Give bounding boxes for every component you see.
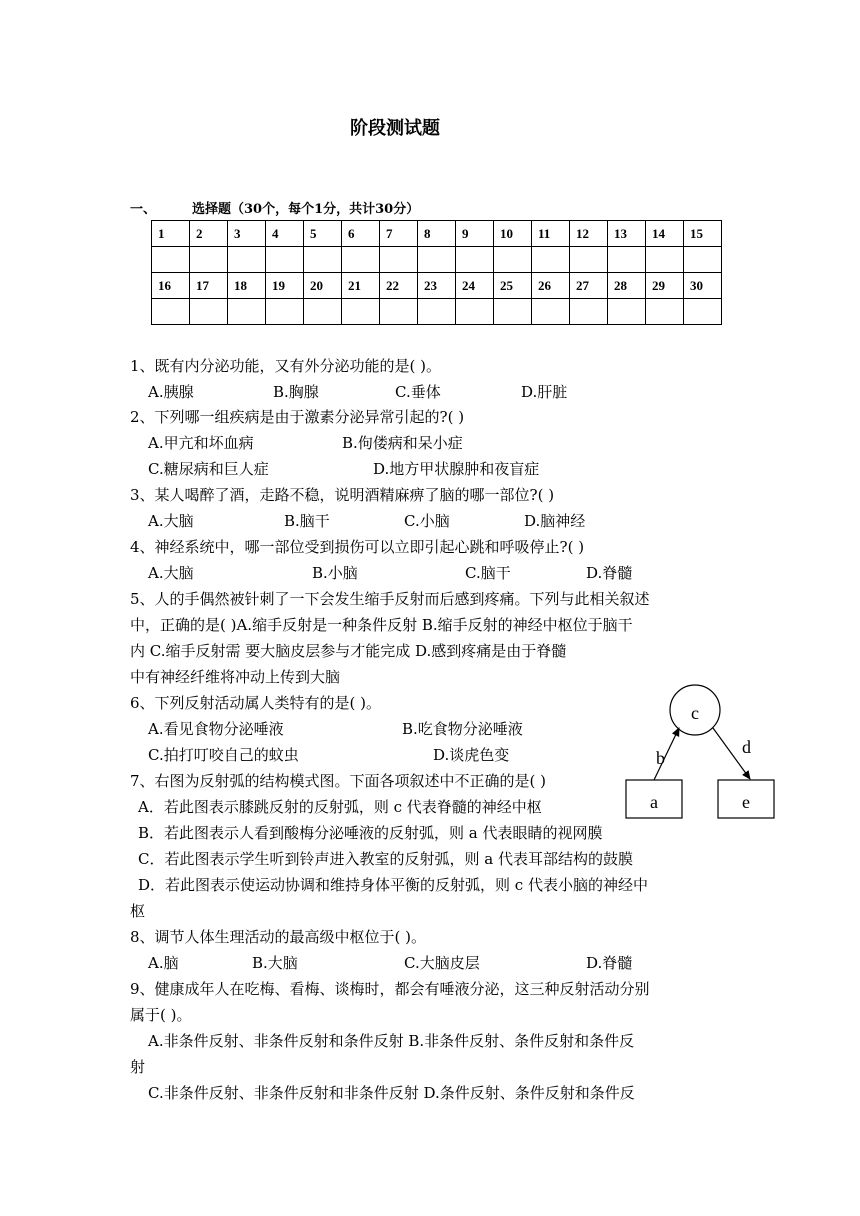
grid-number-row [152, 273, 722, 299]
q1-option-a: A.胰腺 [148, 383, 194, 401]
grid-number: 6 [342, 221, 380, 247]
answer-cell[interactable] [532, 299, 570, 325]
question-5-line-1: 5、人的手偶然被针刺了一下会发生缩手反射而后感到疼痛。下列与此相关叙述 [130, 590, 650, 608]
answer-cell[interactable] [380, 299, 418, 325]
answer-cell[interactable] [684, 299, 722, 325]
grid-number: 5 [304, 221, 342, 247]
grid-number: 12 [570, 221, 608, 247]
grid-number: 28 [608, 273, 646, 299]
grid-number: 15 [684, 221, 722, 247]
answer-cell[interactable] [608, 247, 646, 273]
q1-option-b: B.胸腺 [273, 383, 319, 401]
grid-number: 8 [418, 221, 456, 247]
grid-number: 29 [646, 273, 684, 299]
q2-option-b: B.佝偻病和呆小症 [342, 434, 463, 452]
grid-number: 1 [152, 221, 190, 247]
q6-option-d: D.谈虎色变 [433, 746, 510, 764]
answer-cell[interactable] [456, 299, 494, 325]
answer-cell[interactable] [380, 247, 418, 273]
q6-option-a: A.看见食物分泌唾液 [148, 720, 284, 738]
q7-option-d: D．若此图表示使运动协调和维持身体平衡的反射弧，则 c 代表小脑的神经中 [138, 876, 648, 894]
grid-number: 17 [190, 273, 228, 299]
grid-number: 30 [684, 273, 722, 299]
node-a-label: a [650, 792, 658, 812]
section-number: 一、 [130, 202, 157, 217]
q2-option-d: D.地方甲状腺肿和夜盲症 [373, 460, 540, 478]
answer-cell[interactable] [494, 299, 532, 325]
section-label: 选择题（30个，每个1分，共计30分） [192, 202, 420, 217]
grid-number: 25 [494, 273, 532, 299]
q1-option-d: D.肝脏 [521, 383, 568, 401]
question-2-stem: 2、下列哪一组疾病是由于激素分泌异常引起的?( ) [130, 408, 465, 426]
q9-options-ab: A.非条件反射、非条件反射和条件反射 B.非条件反射、条件反射和条件反 [148, 1032, 635, 1050]
grid-number: 21 [342, 273, 380, 299]
question-4-stem: 4、神经系统中，哪一部位受到损伤可以立即引起心跳和呼吸停止?( ) [130, 538, 585, 556]
page-title: 阶段测试题 [350, 118, 440, 139]
arrow-d-label: d [742, 737, 751, 757]
question-1-stem: 1、既有内分泌功能，又有外分泌功能的是( )。 [130, 357, 442, 375]
question-7-stem: 7、右图为反射弧的结构模式图。下面各项叙述中不正确的是( ) [130, 772, 547, 790]
grid-answer-row [152, 247, 722, 273]
q3-option-c: C.小脑 [404, 512, 450, 530]
grid-number: 27 [570, 273, 608, 299]
q7-option-a: A．若此图表示膝跳反射的反射弧，则 c 代表脊髓的神经中枢 [138, 798, 542, 816]
grid-number: 11 [532, 221, 570, 247]
answer-cell[interactable] [418, 299, 456, 325]
grid-number: 20 [304, 273, 342, 299]
question-5-line-4: 中有神经纤维将冲动上传到大脑 [130, 668, 341, 686]
grid-number: 13 [608, 221, 646, 247]
grid-number: 9 [456, 221, 494, 247]
q3-option-d: D.脑神经 [524, 512, 586, 530]
question-9-line-1: 9、健康成年人在吃梅、看梅、谈梅时，都会有唾液分泌，这三种反射活动分别 [130, 980, 650, 998]
answer-cell[interactable] [570, 247, 608, 273]
grid-number: 16 [152, 273, 190, 299]
q2-option-c: C.糖尿病和巨人症 [148, 460, 269, 478]
q4-option-a: A.大脑 [148, 564, 194, 582]
grid-number: 19 [266, 273, 304, 299]
question-5-line-2: 中，正确的是( )A.缩手反射是一种条件反射 B.缩手反射的神经中枢位于脑干 [130, 616, 633, 634]
answer-grid [151, 220, 722, 325]
q8-option-d: D.脊髓 [586, 954, 633, 972]
q8-option-a: A.脑 [148, 954, 179, 972]
q3-option-a: A.大脑 [148, 512, 194, 530]
answer-cell[interactable] [646, 299, 684, 325]
grid-number: 14 [646, 221, 684, 247]
grid-number: 3 [228, 221, 266, 247]
grid-number: 23 [418, 273, 456, 299]
answer-cell[interactable] [532, 247, 570, 273]
q9-options-cd: C.非条件反射、非条件反射和非条件反射 D.条件反射、条件反射和条件反 [148, 1084, 635, 1102]
grid-number: 7 [380, 221, 418, 247]
answer-cell[interactable] [190, 299, 228, 325]
answer-cell[interactable] [228, 247, 266, 273]
answer-cell[interactable] [342, 247, 380, 273]
answer-cell[interactable] [494, 247, 532, 273]
q2-option-a: A.甲亢和坏血病 [148, 434, 254, 452]
grid-number: 26 [532, 273, 570, 299]
q8-option-b: B.大脑 [252, 954, 298, 972]
answer-cell[interactable] [304, 299, 342, 325]
answer-cell[interactable] [646, 247, 684, 273]
node-c-label: c [691, 703, 699, 723]
reflex-arc-diagram [620, 684, 790, 824]
answer-cell[interactable] [684, 247, 722, 273]
answer-cell[interactable] [152, 247, 190, 273]
grid-number: 10 [494, 221, 532, 247]
q8-option-c: C.大脑皮层 [404, 954, 480, 972]
answer-cell[interactable] [456, 247, 494, 273]
q9-option-b-cont: 射 [130, 1058, 146, 1076]
answer-cell[interactable] [418, 247, 456, 273]
answer-cell[interactable] [342, 299, 380, 325]
grid-number: 2 [190, 221, 228, 247]
section-heading [130, 198, 419, 217]
answer-cell[interactable] [266, 247, 304, 273]
q7-option-d-cont: 枢 [130, 902, 146, 920]
q7-option-b: B．若此图表示人看到酸梅分泌唾液的反射弧，则 a 代表眼睛的视网膜 [138, 824, 603, 842]
answer-cell[interactable] [190, 247, 228, 273]
grid-number: 18 [228, 273, 266, 299]
answer-cell[interactable] [304, 247, 342, 273]
q6-option-b: B.吃食物分泌唾液 [402, 720, 523, 738]
node-e-label: e [742, 792, 750, 812]
q1-option-c: C.垂体 [395, 383, 441, 401]
grid-number: 4 [266, 221, 304, 247]
q4-option-b: B.小脑 [312, 564, 358, 582]
grid-answer-row [152, 299, 722, 325]
answer-cell[interactable] [228, 299, 266, 325]
q4-option-c: C.脑干 [465, 564, 511, 582]
question-5-line-3: 内 C.缩手反射需 要大脑皮层参与才能完成 D.感到疼痛是由于脊髓 [130, 642, 567, 660]
question-6-stem: 6、下列反射活动属人类特有的是( )。 [130, 694, 382, 712]
question-3-stem: 3、某人喝醉了酒，走路不稳，说明酒精麻痹了脑的哪一部位?( ) [130, 486, 555, 504]
answer-cell[interactable] [608, 299, 646, 325]
q4-option-d: D.脊髓 [586, 564, 633, 582]
q3-option-b: B.脑干 [284, 512, 330, 530]
grid-number-row [152, 221, 722, 247]
answer-cell[interactable] [152, 299, 190, 325]
arrow-b-label: b [656, 748, 665, 768]
answer-cell[interactable] [266, 299, 304, 325]
question-9-line-2: 属于( )。 [130, 1006, 192, 1024]
q7-option-c: C．若此图表示学生听到铃声进入教室的反射弧，则 a 代表耳部结构的鼓膜 [138, 850, 633, 868]
q6-option-c: C.拍打叮咬自己的蚊虫 [148, 746, 299, 764]
answer-cell[interactable] [570, 299, 608, 325]
grid-number: 22 [380, 273, 418, 299]
grid-number: 24 [456, 273, 494, 299]
question-8-stem: 8、调节人体生理活动的最高级中枢位于( )。 [130, 928, 427, 946]
